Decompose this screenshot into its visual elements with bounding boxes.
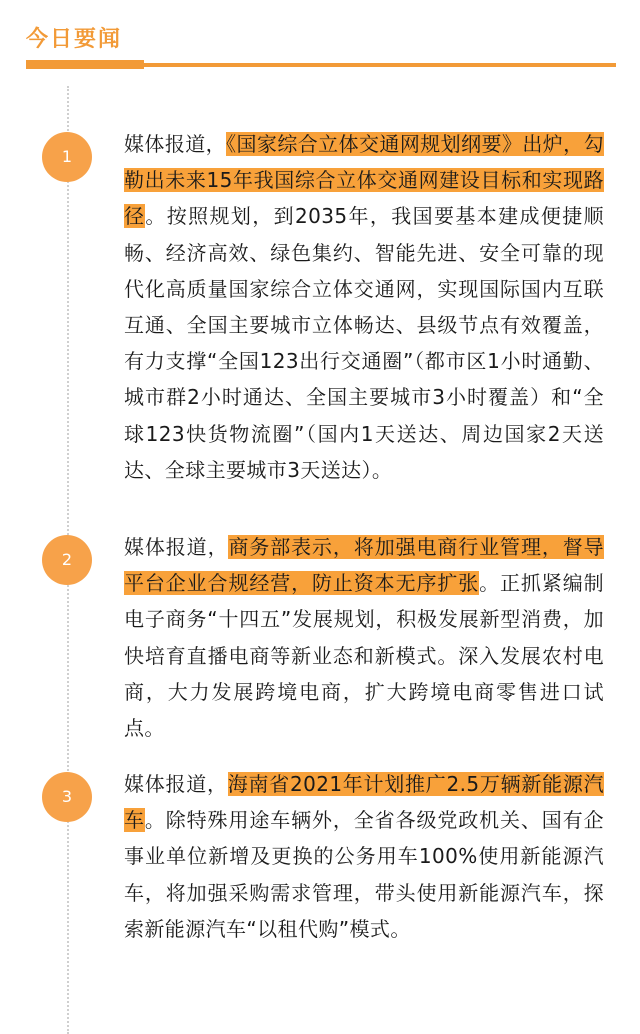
- news-body: 。除特殊用途车辆外，全省各级党政机关、国有企事业单位新增及更换的公务用车100%使用新能源汽车，将加强采购需求管理，带头使用新能源汽车，探索新能源汽车“以租代购”模式。: [124, 808, 604, 941]
- news-prefix: 媒体报道，: [124, 535, 229, 559]
- item-number-badge: 3: [42, 772, 92, 822]
- news-text: [124, 766, 604, 947]
- news-highlight: 商务部表示，将加强电商行业管理，督导平台企业合规经营，防止资本无序扩张: [124, 535, 605, 596]
- item-number-badge: 2: [42, 535, 92, 585]
- news-prefix: 媒体报道，: [124, 772, 228, 796]
- news-highlight: 《国家综合立体交通网规划纲要》出炉，勾勒出未来15年我国综合立体交通网建设目标和实现路径: [124, 132, 604, 229]
- news-body: 。正抓紧编制电子商务“十四五”发展规划，积极发展新型消费，加快培育直播电商等新业态和新模式。深入发展农村电商，大力发展跨境电商，扩大跨境电商零售进口试点。: [124, 571, 604, 741]
- news-prefix: 媒体报道，: [124, 132, 227, 156]
- news-text: [124, 126, 604, 488]
- header-underline-accent: [26, 60, 144, 69]
- section-header: [0, 0, 640, 70]
- news-highlight: 海南省2021年计划推广2.5万辆新能源汽车: [124, 772, 605, 833]
- item-number-badge: 1: [42, 132, 92, 182]
- news-text: [124, 529, 604, 746]
- news-body: 。按照规划，到2035年，我国要基本建成便捷顺畅、经济高效、绿色集约、智能先进、安全可靠的现代化高质量国家综合立体交通网，实现国际国内互联互通、全国主要城市立体畅达、县级节点有效覆盖，有力支撑“全国123出行交通圈”（都市区1小时通勤、城市群2小时通达、全国主要城市3小时覆盖）和“全球123快货物流圈”（国内1天送达、周边国家2天送达、全球主要城市3天送达）。: [124, 204, 604, 482]
- section-title: 今日要闻: [26, 27, 123, 52]
